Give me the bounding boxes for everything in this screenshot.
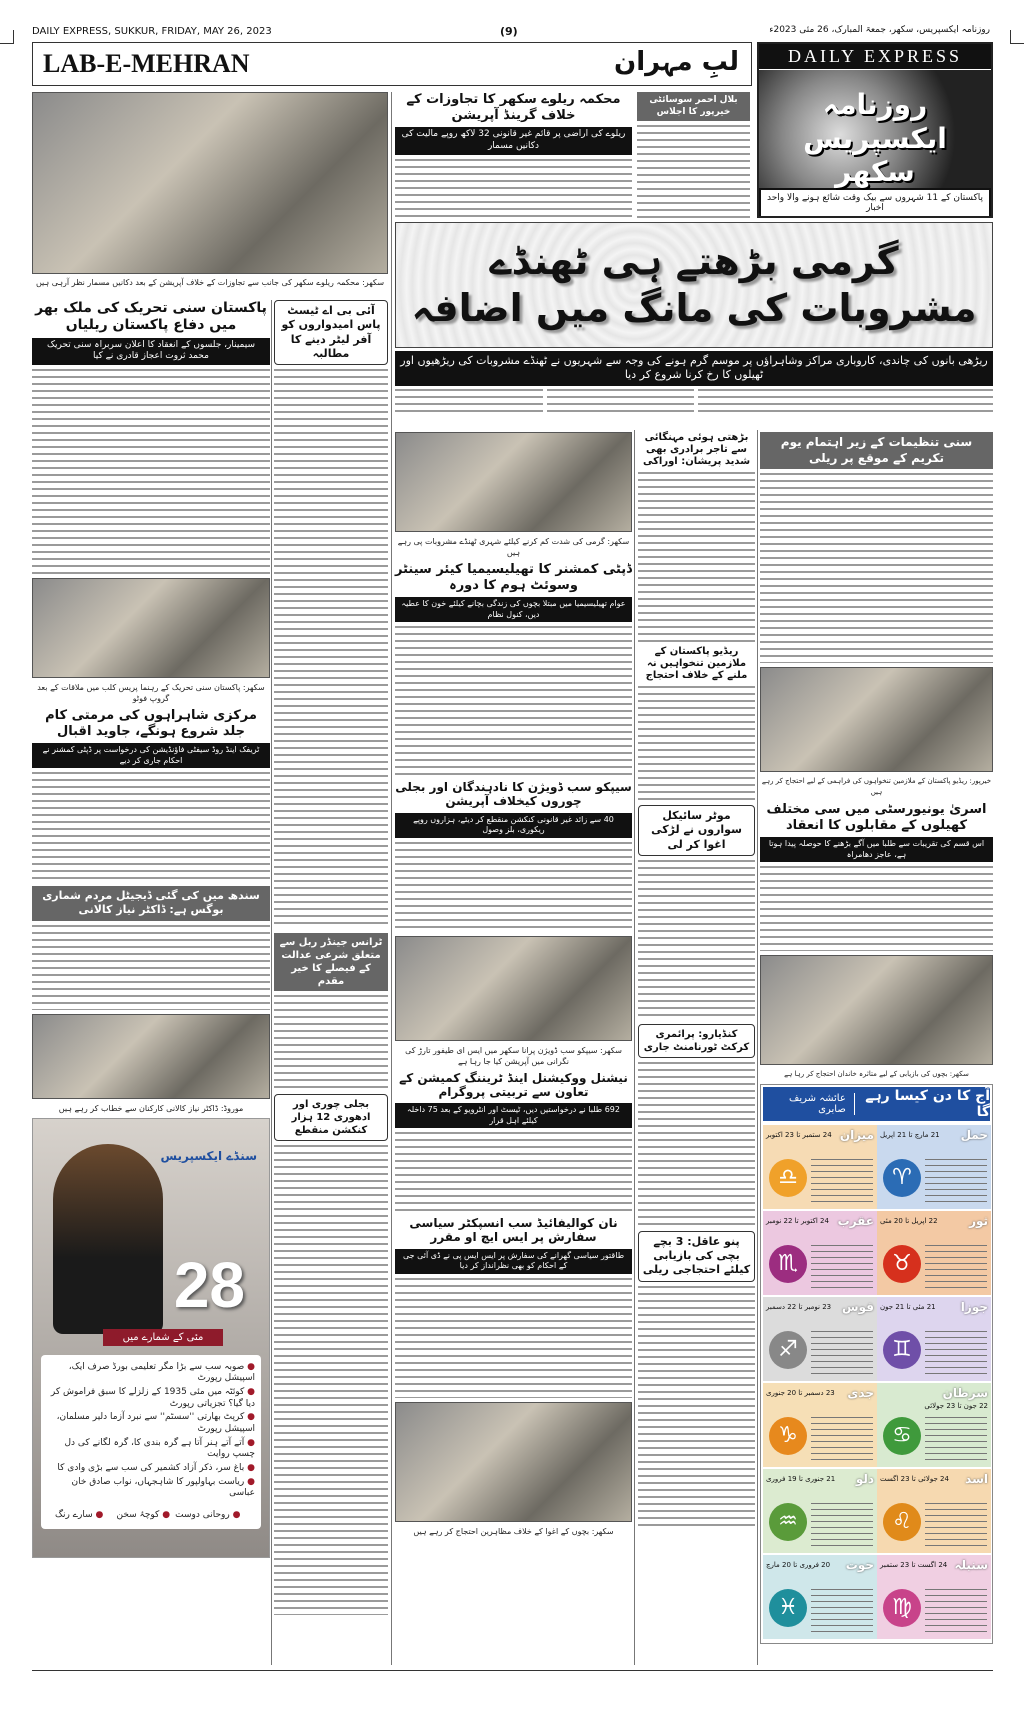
sign-text [925, 1503, 987, 1547]
magazine-contents [41, 1355, 261, 1529]
headline: مرکزی شاہراہوں کی مرمتی کام جلد شروع ہونگے، جاوید اقبال [45, 707, 257, 739]
sign-dates: 23 نومبر تا 22 دسمبر [766, 1303, 832, 1312]
libra-icon: ♎ [769, 1159, 807, 1197]
zodiac-cancer [877, 1383, 991, 1467]
headline: بجلی چوری اور ادھوری 12 ہزار کنکشن منقطع [274, 1094, 388, 1141]
sign-dates: 20 فروری تا 20 مارچ [766, 1561, 831, 1570]
sign-name: اسد [965, 1472, 988, 1487]
sign-name: حمل [960, 1128, 988, 1143]
pisces-icon: ♓ [769, 1589, 807, 1627]
article-body [274, 1145, 388, 1615]
article-body [32, 772, 270, 882]
sign-text [811, 1159, 873, 1203]
photo-caption: سکھر: بچوں کی بازیابی کے لیے متاثرہ خاندان احتجاج کر رہا ہے [784, 1070, 969, 1079]
contents-item: ● آتے آتے ہنر آتا ہے گرہ بندی کا، گرہ لگانے کی دل چسپ روایت [47, 1438, 255, 1461]
subheadline: ریلوے کی اراضی پر قائم غیر قانونی 32 لاکھ روپے مالیت کی دکانیں مسمار [395, 127, 632, 154]
sign-text [925, 1245, 987, 1289]
zodiac-aquarius [763, 1469, 877, 1553]
headline: سندھ میں کی گئی ڈیجیٹل مردم شماری بوگس ہے: ڈاکٹر نیاز کالانی [32, 886, 270, 921]
article-body [638, 686, 755, 801]
issue-date-number: 28 [173, 1248, 245, 1321]
sign-dates: 22 جون تا 23 جولائی [924, 1402, 988, 1411]
sign-dates: 24 ستمبر تا 23 اکتوبر [766, 1131, 832, 1140]
zodiac-sagittarius [763, 1297, 877, 1381]
zodiac-scorpio [763, 1211, 877, 1295]
virgo-icon: ♍ [883, 1589, 921, 1627]
leo-icon: ♌ [883, 1503, 921, 1541]
photo-caption: سکھر: گرمی کی شدت کم کرنے کیلئے شہری ٹھنڈے مشروبات پی رہے ہیں [397, 537, 630, 557]
contents-item: ● کوئٹہ میں مئی 1935 کے زلزلے کا سبق فراموش کر دیا گیا؟ تجزیاتی رپورٹ [47, 1387, 255, 1410]
section-title-english: LAB-E-MEHRAN [43, 49, 250, 78]
sign-text [811, 1503, 873, 1547]
sign-dates: 22 اپریل تا 20 مئی [880, 1217, 938, 1226]
page-bottom-rule [32, 1670, 993, 1671]
left-inner-column [274, 300, 388, 1615]
gemini-icon: ♊ [883, 1331, 921, 1369]
contents-item: ● کوچۂ سخن [116, 1510, 170, 1522]
sign-text [811, 1331, 873, 1375]
headline: محکمہ ریلوے سکھر کا تجاوزات کے خلاف گرینڈ آپریشن [406, 92, 621, 123]
zodiac-virgo [877, 1555, 991, 1639]
cancer-icon: ♋ [883, 1417, 921, 1455]
crop-mark [0, 30, 14, 44]
sign-name: قوس [842, 1300, 874, 1315]
crop-mark [1010, 30, 1024, 44]
article-body [274, 995, 388, 1090]
column-rule [271, 300, 272, 1665]
headline: نان کوالیفائیڈ سب انسپکٹر سیاسی سفارش پر ایس ایچ او مقرر [409, 1216, 618, 1245]
sign-text [925, 1417, 987, 1461]
sagittarius-icon: ♐ [769, 1331, 807, 1369]
article-body [395, 159, 632, 218]
newspaper-logo [757, 42, 993, 218]
zodiac-gemini [877, 1297, 991, 1381]
article-body [395, 626, 632, 776]
headline: ریڈیو پاکستان کے ملازمین تنخواہیں نہ ملنے کے خلاف احتجاج [645, 646, 748, 681]
lead-headline: گرمی بڑھتے ہی ٹھنڈے مشروبات کی مانگ میں اضافہ [411, 238, 977, 330]
article-body [395, 1278, 632, 1398]
issue-label: مئی کے شمارے میں [103, 1329, 223, 1346]
article-body [638, 1062, 755, 1227]
contents-item: ● صوبہ سب سے بڑا مگر تعلیمی بورڈ صرف ایک، اسپیشل رپورٹ [47, 1362, 255, 1385]
headline: سیپکو سب ڈویژن کا نادہندگان اور بجلی چوروں کیخلاف آپریشن [395, 779, 632, 809]
sign-name: سرطان [942, 1386, 988, 1401]
sign-name: عقرب [837, 1214, 874, 1229]
contents-item: ● سارے رنگ [55, 1510, 103, 1522]
headline: موٹر سائیکل سواروں نے لڑکی اغوا کر لی [638, 805, 755, 856]
headline: بلال احمر سوسائٹی خیرپور کا اجلاس [637, 92, 750, 121]
sign-dates: 21 جنوری تا 19 فروری [766, 1475, 836, 1484]
headline: ٹرانس جینڈر ربل سے متعلق شرعی عدالت کے فیصلے کا خیر مقدم [274, 933, 388, 991]
zodiac-capricorn [763, 1383, 877, 1467]
meeting-photo [32, 1014, 270, 1099]
headline: آئی بی اے ٹیسٹ پاس امیدواروں کو آفر لیٹر دینے کا مطالبہ [274, 300, 388, 365]
headline: پنو عاقل: 3 بچے بچی کی بازیابی کیلئے احتجاجی ریلی [638, 1231, 755, 1282]
power-theft-operation-photo [395, 936, 632, 1041]
story-railway-operation [395, 92, 632, 218]
horoscope-panel [760, 1084, 993, 1644]
lead-story [395, 222, 993, 413]
group-photo [32, 578, 270, 678]
sunday-magazine-ad[interactable] [32, 1118, 270, 1558]
headline: پاکستان سنی تحریک کی ملک بھر میں دفاع پاکستان ریلیاں [35, 300, 267, 333]
zodiac-libra [763, 1125, 877, 1209]
sign-dates: 23 دسمبر تا 20 جنوری [766, 1389, 835, 1398]
subheadline: اس قسم کی تقریبات سے طلبا میں آگے بڑھنے کا حوصلہ پیدا ہوتا ہے، عاجز دھامراہ [760, 837, 993, 862]
story-red-crescent [637, 92, 750, 218]
magazine-brand: سنڈے ایکسپریس [160, 1148, 257, 1163]
sign-text [811, 1417, 873, 1461]
sign-text [811, 1589, 873, 1633]
cover-model-image [53, 1144, 163, 1334]
sign-name: میزان [839, 1128, 874, 1143]
section-title-urdu: لبِ مہران [614, 47, 739, 77]
headline: سنی تنظیمات کے زیر اہتمام یوم تکریم کے موقع پر ریلی [760, 432, 993, 469]
contents-item: ● روحانی دوست [175, 1510, 240, 1522]
capricorn-icon: ♑ [769, 1417, 807, 1455]
article-body [32, 925, 270, 1010]
article-body [638, 1286, 755, 1526]
headline: نیشنل ووکیشنل اینڈ ٹریننگ کمیشن کے تعاون سے تربیتی پروگرام [399, 1070, 628, 1099]
headline: ڈپٹی کمشنر کا تھیلیسیمیا کیئر سینٹر وسوئٹ ہوم کا دورہ [395, 562, 632, 593]
right-column [760, 432, 993, 1644]
subheadline: سیمینار، جلسوں کے انعقاد کا اعلان سربراہ سنی تحریک محمد ثروت اعجاز قادری نے کیا [32, 338, 270, 365]
lead-subheadline: ریڑھی بانوں کی چاندی، کاروباری مراکز وشاہراؤں پر موسم گرم ہونے کی وجہ سے شہریوں نے ٹھنڈے مشروبات کی ریڑھیوں اور ٹھیلوں کا رخ کرنا شروع کر دیا [395, 351, 993, 386]
folio-right: روزنامہ ایکسپریس، سکھر، جمعۃ المبارک، 26 مئی 2023ء [769, 25, 990, 35]
photo-caption: سکھر: محکمہ ریلوے سکھر کی جانب سے تجاوزات کے خلاف آپریشن کے بعد دکانیں مسمار نظر آرہی ہیں [35, 278, 385, 287]
lead-body [395, 389, 543, 413]
photo-caption: خیرپور: ریڈیو پاکستان کے ملازمین تنخواہوں کی فراہمی کے لیے احتجاج کر رہے ہیں [761, 777, 992, 797]
subheadline: 692 طلبا نے درخواستیں دیں، ٹیسٹ اور انٹرویو کے بعد 75 داخلہ کیلئے اہل قرار [395, 1103, 632, 1128]
logo-tagline: پاکستان کے 11 شہروں سے بیک وقت شائع ہونے والا واحد اخبار [761, 190, 989, 216]
photo-caption: سکھر: بچوں کے اغوا کے خلاف مظاہرین احتجاج کر رہے ہیں [413, 1526, 614, 1536]
middle-column [395, 432, 632, 1537]
zodiac-leo [877, 1469, 991, 1553]
sign-name: جدی [847, 1386, 874, 1401]
headline: کنڈیارو: پرائمری کرکٹ ٹورنامنٹ جاری [638, 1024, 755, 1058]
subheadline: 40 سے زائد غیر قانونی کنکشن منقطع کر دیئے، ہزاروں روپے ریکوری، بلز وصول [395, 813, 632, 838]
sign-text [811, 1245, 873, 1289]
sign-name: ثور [969, 1214, 988, 1229]
radio-staff-protest-photo [760, 667, 993, 772]
column-rule [634, 430, 635, 1665]
family-protest-photo [760, 955, 993, 1065]
horoscope-title: آج کا دن کیسا رہے گا [865, 1088, 990, 1121]
zodiac-aries [877, 1125, 991, 1209]
article-body [395, 842, 632, 932]
lead-body [698, 389, 993, 413]
cold-drinks-photo [395, 432, 632, 532]
column-rule [757, 430, 758, 1665]
sign-dates: 24 جولائی تا 23 اگست [880, 1475, 949, 1484]
sign-dates: 21 مارچ تا 21 اپریل [880, 1131, 940, 1140]
page-number: (9) [500, 25, 518, 38]
article-body [637, 125, 750, 218]
article-body [274, 369, 388, 929]
railway-demolition-photo [32, 92, 388, 274]
sign-dates: 24 اکتوبر تا 22 نومبر [766, 1217, 829, 1226]
photo-caption: سکھر: سیپکو سب ڈویژن پرانا سکھر میں ایس ای طیفور تارڑ کی نگرانی میں آپریشن کیا جا رہا ہے [405, 1045, 622, 1066]
sign-name: حوت [845, 1558, 874, 1573]
protest-photo [395, 1402, 632, 1522]
contents-item: ● ریاست بہاولپور کا شاہجہاں، نواب صادق خان عباسی [47, 1477, 255, 1500]
subheadline: طاقتور سیاسی گھرانے کی سفارش پر ایس ایس پی نے ڈی آئی جی کے احکام کو بھی نظرانداز کر دیا [395, 1249, 632, 1274]
sign-dates: 21 مئی تا 21 جون [880, 1303, 936, 1312]
sign-dates: 24 اگست تا 23 ستمبر [880, 1561, 948, 1570]
contents-item: ● کرپٹ بھارتی ''سسٹم'' سے نبرد آزما دلیر مسلمان، اسپیشل رپورٹ [47, 1412, 255, 1435]
article-body [760, 473, 993, 663]
scorpio-icon: ♏ [769, 1245, 807, 1283]
article-body [395, 1132, 632, 1212]
lead-body [547, 389, 695, 413]
logo-english: DAILY EXPRESS [759, 44, 991, 70]
photo-caption: موروڈ: ڈاکٹر نیاز کالانی کارکنان سے خطاب کر رہے ہیں [58, 1103, 244, 1113]
subheadline: عوام تھیلیسیمیا میں مبتلا بچوں کی زندگی بچانے کیلئے خون کا عطیہ دیں، کنول نظام [395, 597, 632, 622]
article-body [760, 866, 993, 951]
subheadline: ٹریفک اینڈ روڈ سیفٹی فاؤنڈیشن کی درخواست پر ڈپٹی کمشنر نے احکام جاری کر دیے [32, 743, 270, 768]
section-masthead [32, 42, 752, 86]
sign-text [925, 1589, 987, 1633]
article-body [638, 860, 755, 1020]
aries-icon: ♈ [883, 1159, 921, 1197]
lead-headline-banner [395, 222, 993, 348]
middle-inner-column [638, 432, 755, 1526]
sign-name: جوزا [960, 1300, 988, 1315]
zodiac-taurus [877, 1211, 991, 1295]
sign-name: سنبلہ [954, 1558, 988, 1573]
taurus-icon: ♉ [883, 1245, 921, 1283]
photo-caption: سکھر: پاکستان سنی تحریک کے رہنما پریس کلب میں ملاقات کے بعد گروپ فوٹو [37, 682, 265, 703]
headline: اسریٰ یونیورسٹی میں سی مختلف کھیلوں کے مقابلوں کا انعقاد [766, 802, 987, 833]
left-column [32, 300, 270, 1558]
headline: بڑھتی ہوئی مہنگائی سے تاجر برادری بھی شدید پریشان: اوراکی [642, 432, 751, 467]
folio-left: DAILY EXPRESS, SUKKUR, FRIDAY, MAY 26, 2023 [32, 26, 272, 37]
horoscope-header [763, 1087, 990, 1121]
contents-item: ● باغ سر، ذکر آزاد کشمیر کی سب سے بڑی وادی کا [47, 1463, 255, 1475]
zodiac-pisces [763, 1555, 877, 1639]
sign-name: دلو [855, 1472, 874, 1487]
lead-body-row [395, 389, 993, 413]
horoscope-author: عائشہ شریف صابری [763, 1093, 855, 1115]
article-body [32, 369, 270, 574]
sign-text [925, 1331, 987, 1375]
sign-text [925, 1159, 987, 1203]
aquarius-icon: ♒ [769, 1503, 807, 1541]
column-rule [391, 92, 392, 1665]
article-body [638, 472, 755, 642]
logo-urdu: روزنامہ ایکسپریس سکھر [803, 88, 947, 189]
